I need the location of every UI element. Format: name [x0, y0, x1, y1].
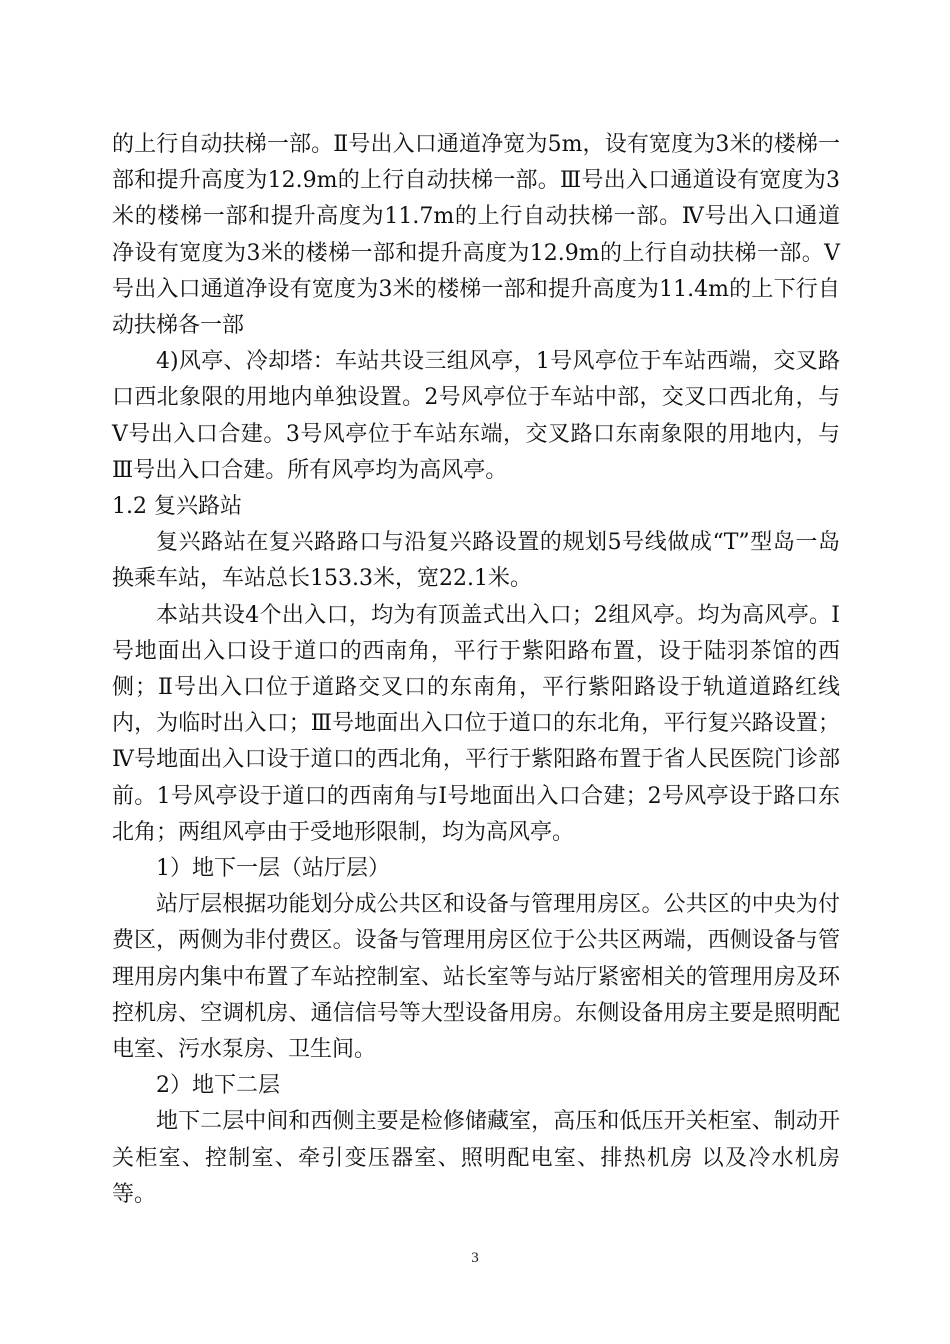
paragraph-basement-two: 地下二层中间和西侧主要是检修储藏室，高压和低压开关柜室、制动开关柜室、控制室、牵引变压器室、照明配电室、排热机房 以及冷水机房等。 [112, 1109, 840, 1207]
paragraph-vent-pavilion: 4)风亭、冷却塔：车站共设三组风亭，1号风亭位于车站西端，交叉路口西北象限的用地内单独设置。2号风亭位于车站中部，交叉口西北角，与Ⅴ号出入口合建。3号风亭位于车站东端，交叉路口东南象限的用地内，与Ⅲ号出入口合建。所有风亭均为高风亭。 [112, 349, 840, 483]
subheading-basement-two: 2）地下二层 [156, 1073, 280, 1099]
document-body [112, 127, 840, 1213]
paragraph-entrances: 本站共设4个出入口，均为有顶盖式出入口；2组风亭。均为高风亭。Ⅰ号地面出入口设于道口的西南角，平行于紫阳路布置，设于陆羽茶馆的西侧；Ⅱ号出入口位于道路交叉口的东南角，平行紫阳路设于轨道道路红线内，为临时出入口；Ⅲ号地面出入口位于道口的东北角，平行复兴路设置；Ⅳ号地面出入口设于道口的西北角，平行于紫阳路布置于省人民医院门诊部前。1号风亭设于道口的西南角与Ⅰ号地面出入口合建；2号风亭设于路口东北角；两组风亭由于受地形限制，均为高风亭。 [112, 602, 840, 845]
paragraph-escalator-continuation: 的上行自动扶梯一部。Ⅱ号出入口通道净宽为5m，设有宽度为3米的楼梯一部和提升高度为12.9m的上行自动扶梯一部。Ⅲ号出入口通道设有宽度为3米的楼梯一部和提升高度为11.7m的上行自动扶梯一部。Ⅳ号出入口通道净设有宽度为3米的楼梯一部和提升高度为12.9m的上行自动扶梯一部。Ⅴ号出入口通道净设有宽度为3米的楼梯一部和提升高度为11.4m的上下行自动扶梯各一部 [112, 132, 840, 339]
paragraph-concourse-level: 站厅层根据功能划分成公共区和设备与管理用房区。公共区的中央为付费区，两侧为非付费区。设备与管理用房区位于公共区两端，西侧设备与管理用房内集中布置了车站控制室、站长室等与站厅紧密相关的管理用房及环控机房、空调机房、通信信号等大型设备用房。东侧设备用房主要是照明配电室、污水泵房、卫生间。 [112, 892, 840, 1063]
page-number: 3 [471, 1250, 479, 1266]
subheading-basement-one: 1）地下一层（站厅层） [156, 856, 390, 882]
section-heading-fuxing-road-station: 1.2 复兴路站 [112, 494, 242, 520]
paragraph-station-overview: 复兴路站在复兴路路口与沿复兴路设置的规划5号线做成“T”型岛一岛换乘车站，车站总长153.3米，宽22.1米。 [112, 530, 840, 592]
